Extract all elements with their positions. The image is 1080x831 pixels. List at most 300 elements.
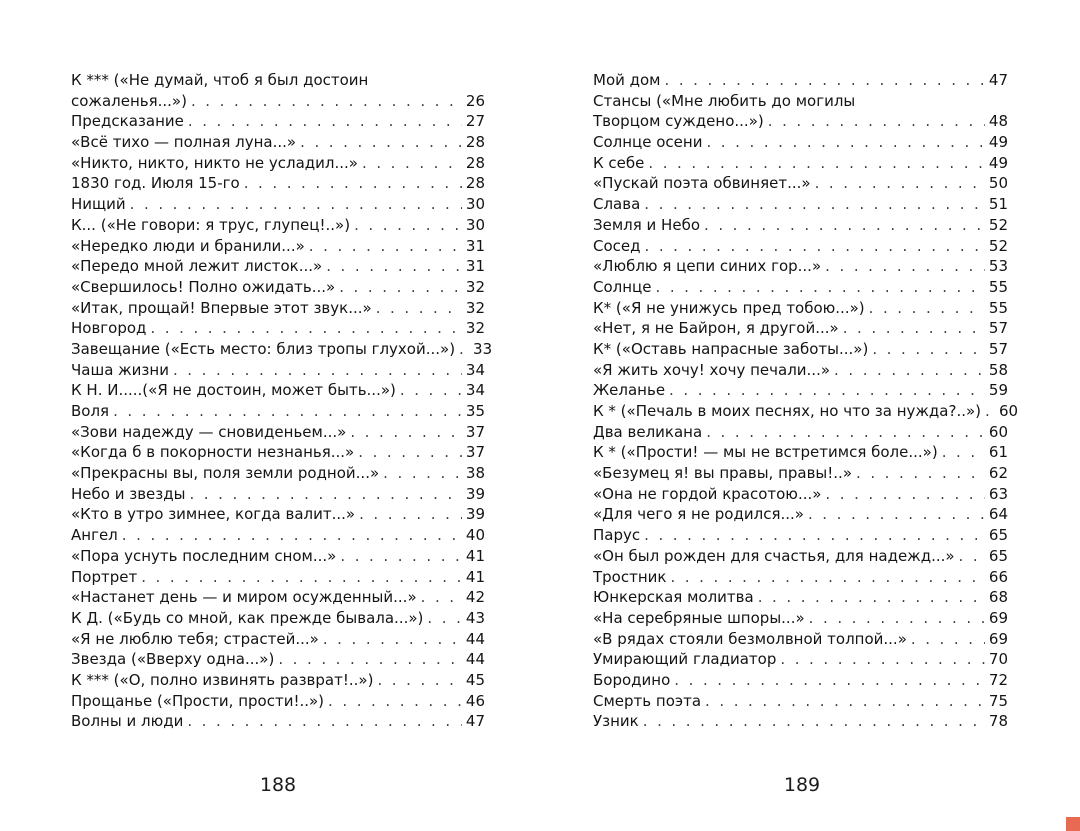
toc-entry-title: Портрет xyxy=(71,567,138,586)
toc-entry-title: «Зови надежду — сновиденьем...» xyxy=(71,422,347,441)
toc-entry-page-number: 43 xyxy=(465,608,485,627)
toc-entry xyxy=(593,484,1008,505)
toc-entry-title: «Для чего я не родился...» xyxy=(593,505,804,524)
toc-entry-line xyxy=(71,587,485,608)
toc-entry-page-number: 52 xyxy=(988,236,1008,255)
toc-entry-title: Нищий xyxy=(71,195,126,214)
page-number-right: 189 xyxy=(783,774,821,796)
toc-entry-title: К себе xyxy=(593,153,645,172)
dot-leader xyxy=(376,298,462,319)
toc-entry-title: Земля и Небо xyxy=(593,215,700,234)
toc-entry xyxy=(71,277,485,298)
toc-entry xyxy=(593,173,1008,194)
toc-entry xyxy=(71,670,485,691)
toc-entry-line xyxy=(593,546,1008,567)
dot-leader xyxy=(244,173,462,194)
toc-entry-title: «Безумец я! вы правы, правы!..» xyxy=(593,464,852,483)
toc-entry-line xyxy=(593,360,1008,381)
toc-entry xyxy=(71,649,485,670)
toc-entry-line xyxy=(593,401,1019,422)
toc-entry-line xyxy=(71,608,485,629)
toc-entry-line xyxy=(71,484,485,505)
toc-entry-page-number: 48 xyxy=(988,112,1008,131)
dot-leader xyxy=(674,670,985,691)
dot-leader xyxy=(843,318,985,339)
toc-entry-line xyxy=(71,649,485,670)
toc-entry-page-number: 37 xyxy=(465,422,485,441)
toc-entry-page-number: 45 xyxy=(465,670,485,689)
toc-entry-title: «На серебряные шпоры...» xyxy=(593,608,805,627)
dot-leader xyxy=(704,215,985,236)
toc-entry xyxy=(71,463,485,484)
toc-entry-line xyxy=(71,525,485,546)
dot-leader xyxy=(825,484,984,505)
toc-entry-title-first-line: К *** («Не думай, чтоб я был достоин xyxy=(71,71,369,89)
toc-entry-page-number: 32 xyxy=(465,277,485,296)
toc-entry-title: К * («Прости! — мы не встретимся боле...») xyxy=(593,443,938,462)
toc-entry-line xyxy=(593,504,1008,525)
toc-entry-title: Слава xyxy=(593,195,641,214)
dot-leader xyxy=(189,484,461,505)
toc-entry-page-number: 34 xyxy=(465,381,485,400)
toc-entry xyxy=(593,504,1008,525)
toc-entry-title: «Люблю я цепи синих гор...» xyxy=(593,257,822,276)
dot-leader xyxy=(377,670,461,691)
toc-entry-line xyxy=(71,215,485,236)
toc-entry-title: Чаша жизни xyxy=(71,360,169,379)
toc-entry-page-number: 57 xyxy=(988,339,1008,358)
toc-entry xyxy=(593,236,1008,257)
toc-entry-title: «Свершилось! Полно ожидать...» xyxy=(71,277,336,296)
toc-entry-page-number: 41 xyxy=(465,546,485,565)
toc-entry-title: «Он был рожден для счастья, для надежд...» xyxy=(593,546,955,565)
toc-entry xyxy=(593,463,1008,484)
toc-entry-page-number: 55 xyxy=(988,298,1008,317)
toc-entry xyxy=(71,401,485,422)
toc-entry-line xyxy=(593,215,1008,236)
toc-entry-page-number: 40 xyxy=(465,526,485,545)
toc-entry xyxy=(71,629,485,650)
toc-entry-page-number: 69 xyxy=(988,608,1008,627)
toc-entry-page-number: 55 xyxy=(988,277,1008,296)
toc-entry-line xyxy=(71,298,485,319)
dot-leader xyxy=(326,256,462,277)
toc-entry-title: Смерть поэта xyxy=(593,691,702,710)
dot-leader xyxy=(985,401,995,422)
toc-entry-line xyxy=(71,567,485,588)
toc-entry xyxy=(593,318,1008,339)
dot-leader xyxy=(780,649,985,670)
toc-entry xyxy=(71,691,485,712)
toc-entry-title: К *** («О, полно извинять разврат!..») xyxy=(71,670,374,689)
toc-entry-line xyxy=(593,153,1008,174)
dot-leader xyxy=(706,422,985,443)
toc-entry xyxy=(593,132,1008,153)
toc-entry-title: Сосед xyxy=(593,236,641,255)
toc-entry-line xyxy=(593,587,1008,608)
toc-entry-page-number: 31 xyxy=(465,236,485,255)
toc-entry xyxy=(593,298,1008,319)
dot-leader xyxy=(354,215,462,236)
dot-leader xyxy=(339,277,462,298)
dot-leader xyxy=(362,153,462,174)
dot-leader xyxy=(834,360,985,381)
toc-entry-title: «Всё тихо — полная луна...» xyxy=(71,133,297,152)
toc-entry xyxy=(593,546,1008,567)
dot-leader xyxy=(705,691,985,712)
dot-leader xyxy=(359,504,462,525)
toc-entry-page-number: 51 xyxy=(988,195,1008,214)
dot-leader xyxy=(706,132,984,153)
toc-entry xyxy=(71,153,485,174)
toc-entry xyxy=(71,567,485,588)
toc-entry-page-number: 30 xyxy=(465,195,485,214)
dot-leader xyxy=(400,380,462,401)
toc-entry-page-number: 53 xyxy=(988,257,1008,276)
toc-entry-page-number: 58 xyxy=(988,360,1008,379)
toc-entry xyxy=(71,236,485,257)
toc-entry xyxy=(593,567,1008,588)
dot-leader xyxy=(825,256,985,277)
toc-entry-page-number: 68 xyxy=(988,588,1008,607)
dot-leader xyxy=(942,442,985,463)
toc-entry-line xyxy=(593,298,1008,319)
toc-entry-title: Прощанье («Прости, прости!..») xyxy=(71,691,325,710)
toc-entry-title: «Итак, прощай! Впервые этот звук...» xyxy=(71,298,372,317)
dot-leader xyxy=(670,567,984,588)
toc-entry-title: «Я жить хочу! хочу печали...» xyxy=(593,360,831,379)
toc-entry-line xyxy=(71,339,493,360)
toc-entry-title: К... («Не говори: я трус, глупец!..») xyxy=(71,215,351,234)
toc-entry-line xyxy=(593,132,1008,153)
toc-entry xyxy=(593,422,1008,443)
toc-entry-page-number: 50 xyxy=(988,174,1008,193)
toc-entry-line xyxy=(71,380,485,401)
toc-entry-page-number: 64 xyxy=(988,505,1008,524)
dot-leader xyxy=(648,153,985,174)
toc-entry-line xyxy=(71,318,485,339)
toc-entry-title: Желанье xyxy=(593,381,666,400)
toc-entry-page-number: 30 xyxy=(465,215,485,234)
toc-entry-title: Узник xyxy=(593,712,639,731)
toc-entry-line xyxy=(593,173,1008,194)
toc-entry-page-number: 60 xyxy=(988,422,1008,441)
toc-entry-line xyxy=(71,173,485,194)
toc-entry xyxy=(71,132,485,153)
toc-entry xyxy=(71,215,485,236)
toc-entry-page-number: 62 xyxy=(988,464,1008,483)
toc-entry-page-number: 37 xyxy=(465,443,485,462)
toc-entry-title: Солнце осени xyxy=(593,133,703,152)
toc-entry xyxy=(593,360,1008,381)
dot-leader xyxy=(808,504,985,525)
toc-entry-line xyxy=(71,463,485,484)
toc-entry-title: Мой дом xyxy=(593,71,661,89)
toc-entry xyxy=(71,111,485,132)
toc-entry-page-number: 28 xyxy=(465,174,485,193)
toc-entry xyxy=(593,649,1008,670)
toc-entry-title: Завещание («Есть место: близ тропы глухой...») xyxy=(71,339,456,358)
toc-entry xyxy=(71,504,485,525)
toc-entry-page-number: 69 xyxy=(988,629,1008,648)
toc-entry-line xyxy=(593,422,1008,443)
page-number-left: 188 xyxy=(259,774,297,796)
toc-entry xyxy=(71,442,485,463)
toc-entry-page-number: 52 xyxy=(988,215,1008,234)
toc-entry-line xyxy=(593,670,1008,691)
toc-entry-page-number: 78 xyxy=(988,712,1008,731)
toc-entry xyxy=(593,91,1008,132)
dot-leader xyxy=(643,711,985,732)
toc-entry-page-number: 34 xyxy=(465,360,485,379)
toc-entry xyxy=(593,525,1008,546)
toc-entry-line xyxy=(593,629,1008,650)
toc-entry-page-number: 72 xyxy=(988,670,1008,689)
toc-entry-title: «Кто в утро зимнее, когда валит...» xyxy=(71,505,356,524)
toc-entry xyxy=(71,70,485,111)
toc-entry-page-number: 46 xyxy=(465,691,485,710)
toc-left-page xyxy=(71,70,493,732)
dot-leader xyxy=(758,587,985,608)
toc-entry xyxy=(71,256,485,277)
toc-entry xyxy=(593,629,1008,650)
dot-leader xyxy=(809,608,985,629)
toc-entry xyxy=(593,608,1008,629)
toc-entry-line xyxy=(71,629,485,650)
toc-entry-title: Предсказание xyxy=(71,112,184,131)
toc-entry-line xyxy=(593,649,1008,670)
toc-entry-page-number: 49 xyxy=(988,133,1008,152)
dot-leader xyxy=(421,587,462,608)
toc-entry xyxy=(593,691,1008,712)
toc-entry-title-first-line: Стансы («Мне любить до могилы xyxy=(593,91,856,110)
dot-leader xyxy=(358,442,462,463)
dot-leader xyxy=(427,608,462,629)
toc-entry-line xyxy=(593,70,1008,91)
toc-entry xyxy=(593,401,1019,422)
toc-entry-title: «В рядах стояли безмолвной толпой...» xyxy=(593,629,907,648)
dot-leader xyxy=(869,298,985,319)
dot-leader xyxy=(655,277,984,298)
toc-entry-title: Бородино xyxy=(593,670,671,689)
toc-entry-page-number: 65 xyxy=(988,526,1008,545)
toc-entry-page-number: 49 xyxy=(988,153,1008,172)
toc-entry-page-number: 47 xyxy=(465,712,485,731)
toc-entry-title: «Пора уснуть последним сном...» xyxy=(71,546,337,565)
dot-leader xyxy=(300,132,462,153)
toc-entry xyxy=(71,608,485,629)
toc-entry xyxy=(71,546,485,567)
dot-leader xyxy=(122,525,462,546)
toc-entry-page-number: 33 xyxy=(473,339,493,358)
toc-entry-line xyxy=(71,132,485,153)
toc-entry-page-number: 28 xyxy=(465,153,485,172)
dot-leader xyxy=(328,691,462,712)
toc-entry-title: Юнкерская молитва xyxy=(593,588,754,607)
toc-entry-line xyxy=(593,525,1008,546)
toc-entry-line xyxy=(71,504,485,525)
toc-entry-page-number: 66 xyxy=(988,567,1008,586)
toc-entry-title: Солнце xyxy=(593,277,652,296)
toc-entry-line xyxy=(71,277,485,298)
toc-entry xyxy=(71,422,485,443)
toc-entry xyxy=(593,339,1008,360)
dot-leader xyxy=(130,194,462,215)
toc-entry-title: К Н. И.....(«Я не достоин, может быть...») xyxy=(71,381,396,400)
toc-entry-title: «Пускай поэта обвиняет...» xyxy=(593,174,811,193)
toc-entry-title: Звезда («Вверху одна...») xyxy=(71,650,275,669)
toc-entry-line xyxy=(71,360,485,381)
toc-entry-page-number: 35 xyxy=(465,402,485,420)
toc-entry-title: Парус xyxy=(593,526,641,545)
toc-entry xyxy=(593,153,1008,174)
toc-entry-page-number: 31 xyxy=(465,257,485,276)
toc-entry-title: Новгород xyxy=(71,319,147,338)
dot-leader xyxy=(350,422,462,443)
dot-leader xyxy=(278,649,462,670)
toc-entry-title: «Настанет день — и миром осужденный...» xyxy=(71,588,417,607)
toc-entry xyxy=(71,484,485,505)
toc-entry-page-number: 41 xyxy=(465,567,485,586)
toc-entry-line xyxy=(71,256,485,277)
toc-entry-line xyxy=(71,670,485,691)
toc-entry-page-number: 65 xyxy=(988,546,1008,565)
toc-entry xyxy=(593,256,1008,277)
toc-entry xyxy=(593,587,1008,608)
toc-entry xyxy=(593,711,1008,732)
toc-entry-title-continuation: сожаленья...») xyxy=(71,91,187,110)
toc-entry-line xyxy=(71,691,485,712)
toc-entry-page-number: 26 xyxy=(465,91,485,110)
toc-entry-title: К* («Оставь напрасные заботы...») xyxy=(593,339,869,358)
dot-leader xyxy=(191,91,462,112)
toc-entry-title: К * («Печаль в моих песнях, но что за нужда?..») xyxy=(593,402,982,420)
toc-entry-page-number: 63 xyxy=(988,484,1008,503)
toc-entry-title: «Когда б в покорности незнанья...» xyxy=(71,443,355,462)
toc-entry-page-number: 47 xyxy=(988,71,1008,89)
toc-entry xyxy=(593,277,1008,298)
toc-entry xyxy=(71,587,485,608)
toc-right-page xyxy=(593,70,1019,732)
dot-leader xyxy=(815,173,985,194)
toc-entry-page-number: 39 xyxy=(465,505,485,524)
toc-entry-page-number: 75 xyxy=(988,691,1008,710)
toc-entry-title: «Нет, я не Байрон, я другой...» xyxy=(593,319,839,338)
dot-leader xyxy=(459,339,469,360)
dot-leader xyxy=(665,70,985,91)
toc-entry-title: Небо и звезды xyxy=(71,484,186,503)
toc-entry-title: 1830 год. Июля 15-го xyxy=(71,174,240,193)
toc-entry-line xyxy=(593,711,1008,732)
toc-entry-title-continuation: Творцом суждено...») xyxy=(593,112,764,131)
toc-entry xyxy=(71,525,485,546)
toc-entry-line xyxy=(593,567,1008,588)
toc-entry-line xyxy=(593,236,1008,257)
toc-entry-title: Волны и люди xyxy=(71,712,184,731)
toc-entry-title: «Она не гордой красотою...» xyxy=(593,484,822,503)
toc-entry-line xyxy=(593,256,1008,277)
toc-entry xyxy=(593,380,1008,401)
dot-leader xyxy=(669,380,985,401)
dot-leader xyxy=(173,360,462,381)
toc-entry-line xyxy=(71,91,485,112)
dot-leader xyxy=(856,463,985,484)
dot-leader xyxy=(150,318,461,339)
toc-entry-page-number: 42 xyxy=(465,588,485,607)
corner-mark xyxy=(1066,817,1080,831)
toc-entry-page-number: 59 xyxy=(988,381,1008,400)
toc-entry-line xyxy=(593,380,1008,401)
dot-leader xyxy=(768,111,985,132)
toc-entry-page-number: 32 xyxy=(465,319,485,338)
toc-entry-line xyxy=(71,111,485,132)
dot-leader xyxy=(644,194,985,215)
dot-leader xyxy=(309,236,462,257)
toc-entry-line xyxy=(593,194,1008,215)
toc-entry xyxy=(71,339,493,360)
toc-entry-title: Два великана xyxy=(593,422,703,441)
toc-entry-title: Умирающий гладиатор xyxy=(593,650,777,669)
dot-leader xyxy=(113,401,462,422)
dot-leader xyxy=(188,111,462,132)
toc-entry-line xyxy=(71,546,485,567)
toc-entry xyxy=(71,173,485,194)
toc-entry-title: «Нередко люди и бранили...» xyxy=(71,236,305,255)
toc-entry-line xyxy=(593,463,1008,484)
toc-entry-page-number: 57 xyxy=(988,319,1008,338)
toc-entry-page-number: 44 xyxy=(465,629,485,648)
dot-leader xyxy=(187,711,462,732)
toc-entry-line xyxy=(71,194,485,215)
toc-entry-page-number: 28 xyxy=(465,133,485,152)
toc-entry-page-number: 38 xyxy=(465,464,485,483)
toc-entry-line xyxy=(71,442,485,463)
toc-entry-line xyxy=(593,111,1008,132)
toc-entry-line xyxy=(593,277,1008,298)
toc-entry xyxy=(71,711,485,732)
toc-entry xyxy=(593,442,1008,463)
dot-leader xyxy=(323,629,462,650)
toc-entry-page-number: 70 xyxy=(988,650,1008,669)
toc-entry xyxy=(593,194,1008,215)
toc-entry xyxy=(593,215,1008,236)
toc-entry xyxy=(593,70,1008,91)
toc-entry-line xyxy=(71,236,485,257)
toc-entry-page-number: 32 xyxy=(465,298,485,317)
toc-entry xyxy=(71,380,485,401)
dot-leader xyxy=(141,567,462,588)
dot-leader xyxy=(340,546,462,567)
toc-entry-line xyxy=(593,442,1008,463)
toc-entry-line xyxy=(593,691,1008,712)
toc-entry-title: «Никто, никто, никто не усладил...» xyxy=(71,153,358,172)
dot-leader xyxy=(911,629,985,650)
toc-entry-title: Воля xyxy=(71,402,110,420)
toc-entry-line xyxy=(71,711,485,732)
toc-entry-line xyxy=(71,153,485,174)
toc-entry-title: «Передо мной лежит листок...» xyxy=(71,257,323,276)
toc-entry-page-number: 61 xyxy=(988,443,1008,462)
toc-entry-title: Тростник xyxy=(593,567,667,586)
dot-leader xyxy=(383,463,462,484)
toc-entry-line xyxy=(593,608,1008,629)
dot-leader xyxy=(644,525,985,546)
toc-entry xyxy=(71,318,485,339)
toc-entry-title: «Я не люблю тебя; страстей...» xyxy=(71,629,319,648)
dot-leader xyxy=(872,339,985,360)
toc-entry-line xyxy=(71,422,485,443)
toc-entry-page-number: 27 xyxy=(465,112,485,131)
